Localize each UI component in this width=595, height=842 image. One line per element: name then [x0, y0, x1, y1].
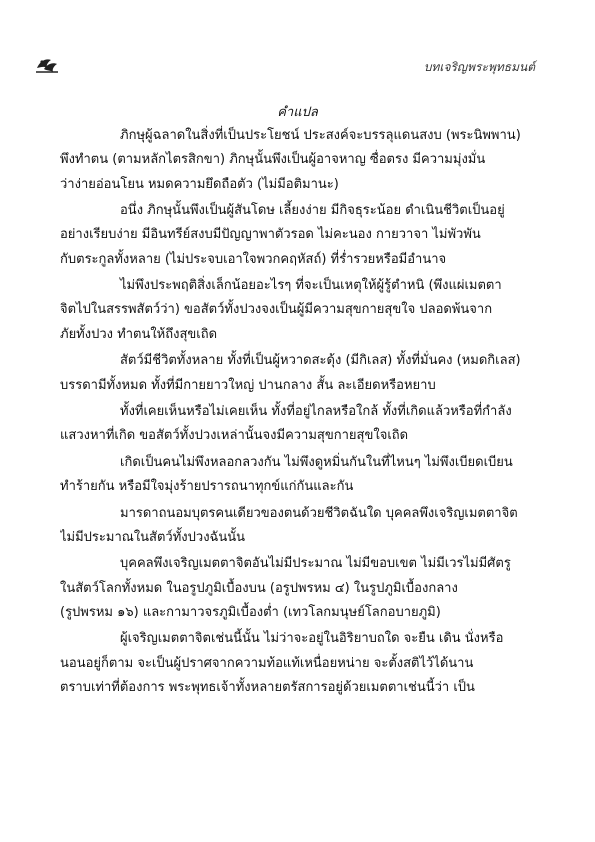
paragraph-line: ว่าง่ายอ่อนโยน หมดความยึดถือตัว (ไม่มีอติมานะ): [60, 176, 339, 192]
paragraph: [60, 451, 536, 500]
paragraph-line: ภัยทั้งปวง ทำตนให้ถึงสุขเถิด: [60, 326, 218, 342]
paragraph: [60, 400, 536, 449]
paragraph-line: ภิกษุผู้ฉลาดในสิ่งที่เป็นประโยชน์ ประสงค์จะบรรลุแดนสงบ (พระนิพพาน): [120, 128, 521, 143]
paragraph-line: กับตระกูลทั้งหลาย (ไม่ประจบเอาใจพวกคฤหัสถ์) ที่ร่ำรวยหรือมีอำนาจ: [60, 251, 447, 267]
paragraph-line: ไม่พึงประพฤติสิ่งเล็กน้อยอะไรๆ ที่จะเป็นเหตุให้ผู้รู้ตำหนิ (พึงแผ่เมตตา: [120, 278, 502, 294]
emblem-icon: [34, 52, 60, 76]
paragraph-line: อนึ่ง ภิกษุนั้นพึงเป็นผู้สันโดษ เลี้ยงง่าย มีกิจธุระน้อย ดำเนินชีวิตเป็นอยู่: [120, 203, 505, 219]
paragraph-line: ในสัตว์โลกทั้งหมด ในอรูปภูมิเบื้องบน (อรูปพรหม ๔) ในรูปภูมิเบื้องกลาง: [60, 580, 458, 596]
paragraph-line: ทำร้ายกัน หรือมีใจมุ่งร้ายปรารถนาทุกข์แก่กันและกัน: [60, 479, 354, 495]
paragraph: [60, 124, 536, 197]
paragraph-line: ไม่มีประมาณในสัตว์ทั้งปวงฉันนั้น: [60, 529, 246, 545]
paragraph-line: จิตไปในสรรพสัตว์ว่า) ขอสัตว์ทั้งปวงจงเป็นผู้มีความสุขกายสุขใจ ปลอดพ้นจาก: [60, 302, 493, 318]
paragraph: [60, 552, 536, 625]
paragraph-line: ตราบเท่าที่ต้องการ พระพุทธเจ้าทั้งหลายตรัสการอยู่ด้วยเมตตาเช่นนี้ว่า เป็น: [60, 680, 475, 696]
paragraph-line: สัตว์มีชีวิตทั้งหลาย ทั้งที่เป็นผู้หวาดสะดุ้ง (มีกิเลส) ทั้งที่มั่นคง (หมดกิเลส): [120, 353, 521, 369]
paragraph-line: อย่างเรียบง่าย มีอินทรีย์สงบมีปัญญาพาตัวรอด ไม่คะนอง กายวาจา ไม่พัวพัน: [60, 227, 481, 243]
paragraph: [60, 627, 536, 700]
paragraph-line: ทั้งที่เคยเห็นหรือไม่เคยเห็น ทั้งที่อยู่ไกลหรือใกล้ ทั้งที่เกิดแล้วหรือที่กำลัง: [120, 404, 512, 420]
document-body: [60, 124, 536, 703]
paragraph: [60, 349, 536, 398]
paragraph-line: แสวงหาที่เกิด ขอสัตว์ทั้งปวงเหล่านั้นจงมีความสุขกายสุขใจเถิด: [60, 428, 409, 444]
paragraph-line: บุคคลพึงเจริญเมตตาจิตอันไม่มีประมาณ ไม่มีขอบเขต ไม่มีเวรไม่มีศัตรู: [120, 556, 511, 572]
paragraph-line: พึงทำตน (ตามหลักไตรสิกขา) ภิกษุนั้นพึงเป็นผู้อาจหาญ ซื่อตรง มีความมุ่งมั่น: [60, 152, 486, 168]
paragraph: [60, 502, 536, 551]
paragraph: [60, 274, 536, 347]
paragraph-line: (รูปพรหม ๑๖) และกามาวจรภูมิเบื้องต่ำ (เทวโลกมนุษย์โลกอบายภูมิ): [60, 604, 441, 620]
paragraph: [60, 199, 536, 272]
paragraph-line: ผู้เจริญเมตตาจิตเช่นนี้นั้น ไม่ว่าจะอยู่ในอิริยาบถใด จะยืน เดิน นั่งหรือ: [120, 631, 504, 647]
section-title: คำแปล: [277, 105, 318, 120]
paragraph-line: บรรดามีทั้งหมด ทั้งที่มีกายยาวใหญ่ ปานกลาง สั้น ละเอียดหรือหยาบ: [60, 377, 436, 393]
paragraph-line: นอนอยู่ก็ตาม จะเป็นผู้ปราศจากความท้อแท้เหนื่อยหน่าย จะตั้งสติไว้ได้นาน: [60, 655, 474, 671]
running-header: บทเจริญพระพุทธมนต์: [423, 60, 535, 74]
paragraph-line: มารดาถนอมบุตรคนเดียวของตนด้วยชีวิตฉันใด บุคคลพึงเจริญเมตตาจิต: [120, 505, 518, 521]
paragraph-line: เกิดเป็นคนไม่พึงหลอกลวงกัน ไม่พึงดูหมิ่นกันในที่ไหนๆ ไม่พึงเบียดเบียน: [120, 454, 513, 470]
